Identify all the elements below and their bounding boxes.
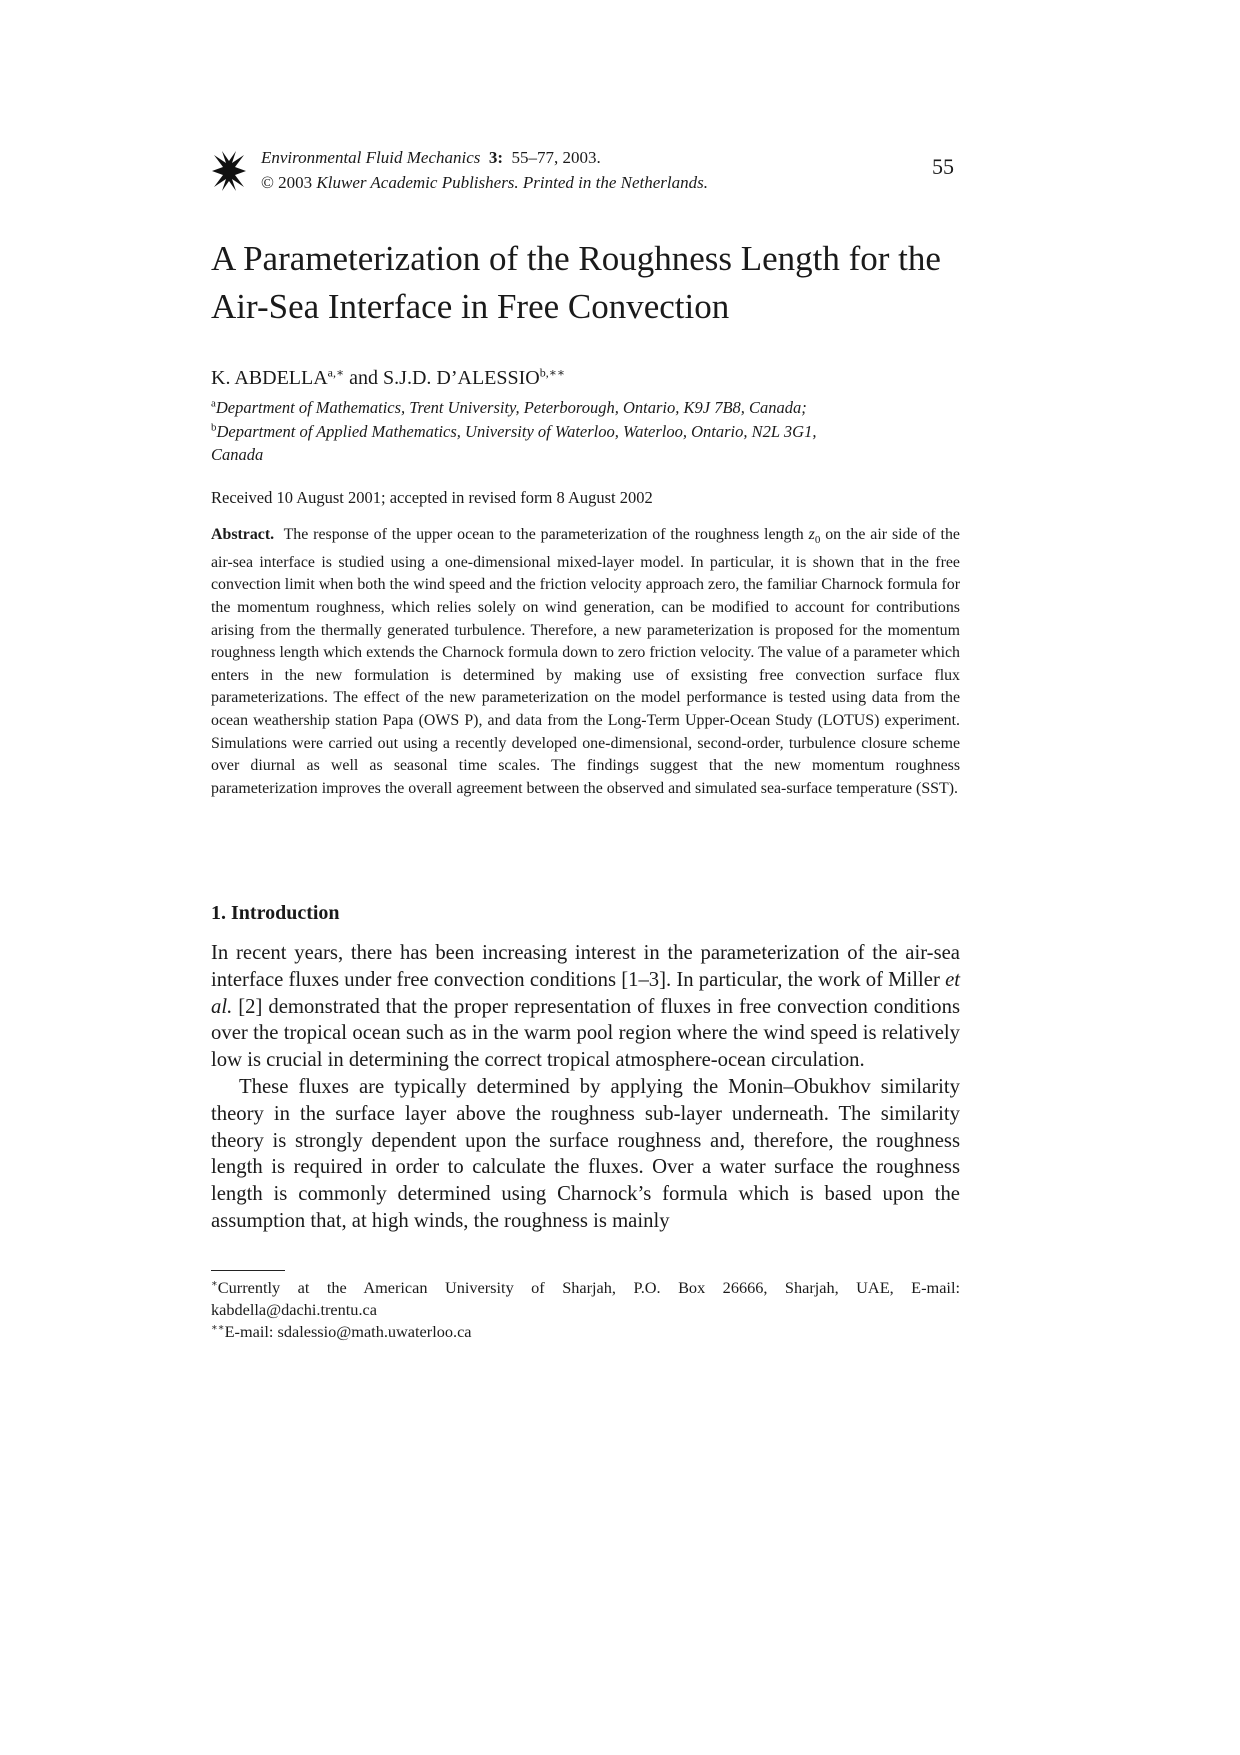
- abstract-label: Abstract.: [211, 526, 275, 543]
- introduction-body: [211, 940, 960, 1235]
- journal-name: Environmental Fluid Mechanics: [261, 148, 481, 167]
- publisher-line: Kluwer Academic Publishers. Printed in the Netherlands.: [316, 173, 709, 192]
- journal-volume: 3:: [488, 148, 504, 167]
- journal-citation: [261, 145, 708, 195]
- footnote-1: ∗Currently at the American University of Sharjah, P.O. Box 26666, Sharjah, UAE, E-mail: kabdella@dachi.trentu.ca: [211, 1278, 960, 1319]
- copyright-prefix: © 2003: [261, 173, 313, 192]
- footnotes: [211, 1277, 960, 1343]
- affiliation-b-marker: b: [211, 421, 217, 433]
- affiliation-b: $^b$Department of Applied Mathematics, University of Waterloo, Waterloo, Ontario, N2L 3G1,: [211, 421, 817, 441]
- author-1-marker: a,∗: [327, 365, 345, 380]
- abstract-text-1: The response of the upper ocean to the parameterization of the roughness length: [283, 526, 804, 543]
- footnote-2-marker: ∗∗: [211, 1322, 225, 1334]
- footnote-divider: [211, 1270, 285, 1271]
- et-al: et al.: [211, 968, 960, 1018]
- footnote-2: ∗∗E-mail: sdalessio@math.uwaterloo.ca: [211, 1322, 472, 1341]
- title-line-1: A Parameterization of the Roughness Length for the: [211, 239, 941, 278]
- section-heading: 1. Introduction: [211, 902, 340, 924]
- abstract-text-2: on the air side of the air-sea interface is studied using a one-dimensional mixed-layer model. In particular, it is shown that in the free convection limit when both the wind speed and the friction velocity approach zero, the familiar Charnock formula for the momentum roughness, which relies solely on wind generation, can be modified to account for contributions arising from the thermally generated turbulence. Therefore, a new parameterization is proposed for the momentum roughness length which extends the Charnock formula down to zero friction velocity. The value of a parameter which enters in the new formulation is determined by making use of exsisting free convection surface flux parameterizations. The effect of the new parameterization on the model performance is tested using data from the ocean weathership station Papa (OWS P), and data from the Long-Term Upper-Ocean Study (LOTUS) experiment. Simulations were carried out using a recently developed one-dimensional, second-order, turbulence closure scheme over diurnal as well as seasonal time scales. The findings suggest that the new momentum roughness parameterization improves the overall agreement between the observed and simulated sea-surface temperature (SST).: [211, 526, 960, 797]
- affiliations: [211, 396, 971, 467]
- affiliation-a: $^a$Department of Mathematics, Trent University, Peterborough, Ontario, K9J 7B8, Canada;: [211, 397, 807, 417]
- journal-pages-year: 55–77, 2003.: [511, 148, 601, 167]
- journal-line-1: [261, 145, 708, 170]
- received-dates: Received 10 August 2001; accepted in revised form 8 August 2002: [211, 488, 653, 507]
- paragraph-2: These fluxes are typically determined by applying the Monin–Obukhov similarity theory in the surface layer above the roughness sub-layer underneath. The similarity theory is strongly dependent upon the surface roughness and, therefore, the roughness length is required in order to calculate the fluxes. Over a water surface the roughness length is commonly determined using Charnock’s formula which is based upon the assumption that, at high winds, the roughness is mainly: [211, 1075, 960, 1232]
- paper-title: [211, 235, 971, 331]
- affiliation-a-marker: a: [211, 397, 216, 410]
- affiliation-b-continued: Canada: [211, 445, 264, 464]
- journal-line-2: [261, 170, 708, 195]
- author-1: K. ABDELLA: [211, 367, 328, 389]
- abstract: [211, 524, 960, 800]
- page-number: 55: [932, 154, 954, 179]
- authors: [211, 367, 565, 390]
- author-2: S.J.D. D’ALESSIO: [383, 367, 540, 389]
- author-2-marker: b,∗∗: [539, 365, 566, 380]
- author-conjunction: and: [349, 367, 379, 389]
- footnote-1-marker: ∗: [211, 1278, 218, 1290]
- roughness-symbol: z: [808, 526, 815, 543]
- roughness-symbol-subscript: 0: [814, 534, 821, 547]
- paragraph-1: In recent years, there has been increasing interest in the parameterization of the air-sea interface fluxes under free convection conditions [1–3]. In particular, the work of Miller et al. [2] demonstrated that the proper representation of fluxes in free convection conditions over the tropical ocean such as in the warm pool region where the wind speed is relatively low is crucial in determining the correct tropical atmosphere-ocean circulation.: [211, 942, 961, 1072]
- title-line-2: Air-Sea Interface in Free Convection: [211, 287, 730, 326]
- kluwer-publisher-logo-icon: [212, 149, 246, 193]
